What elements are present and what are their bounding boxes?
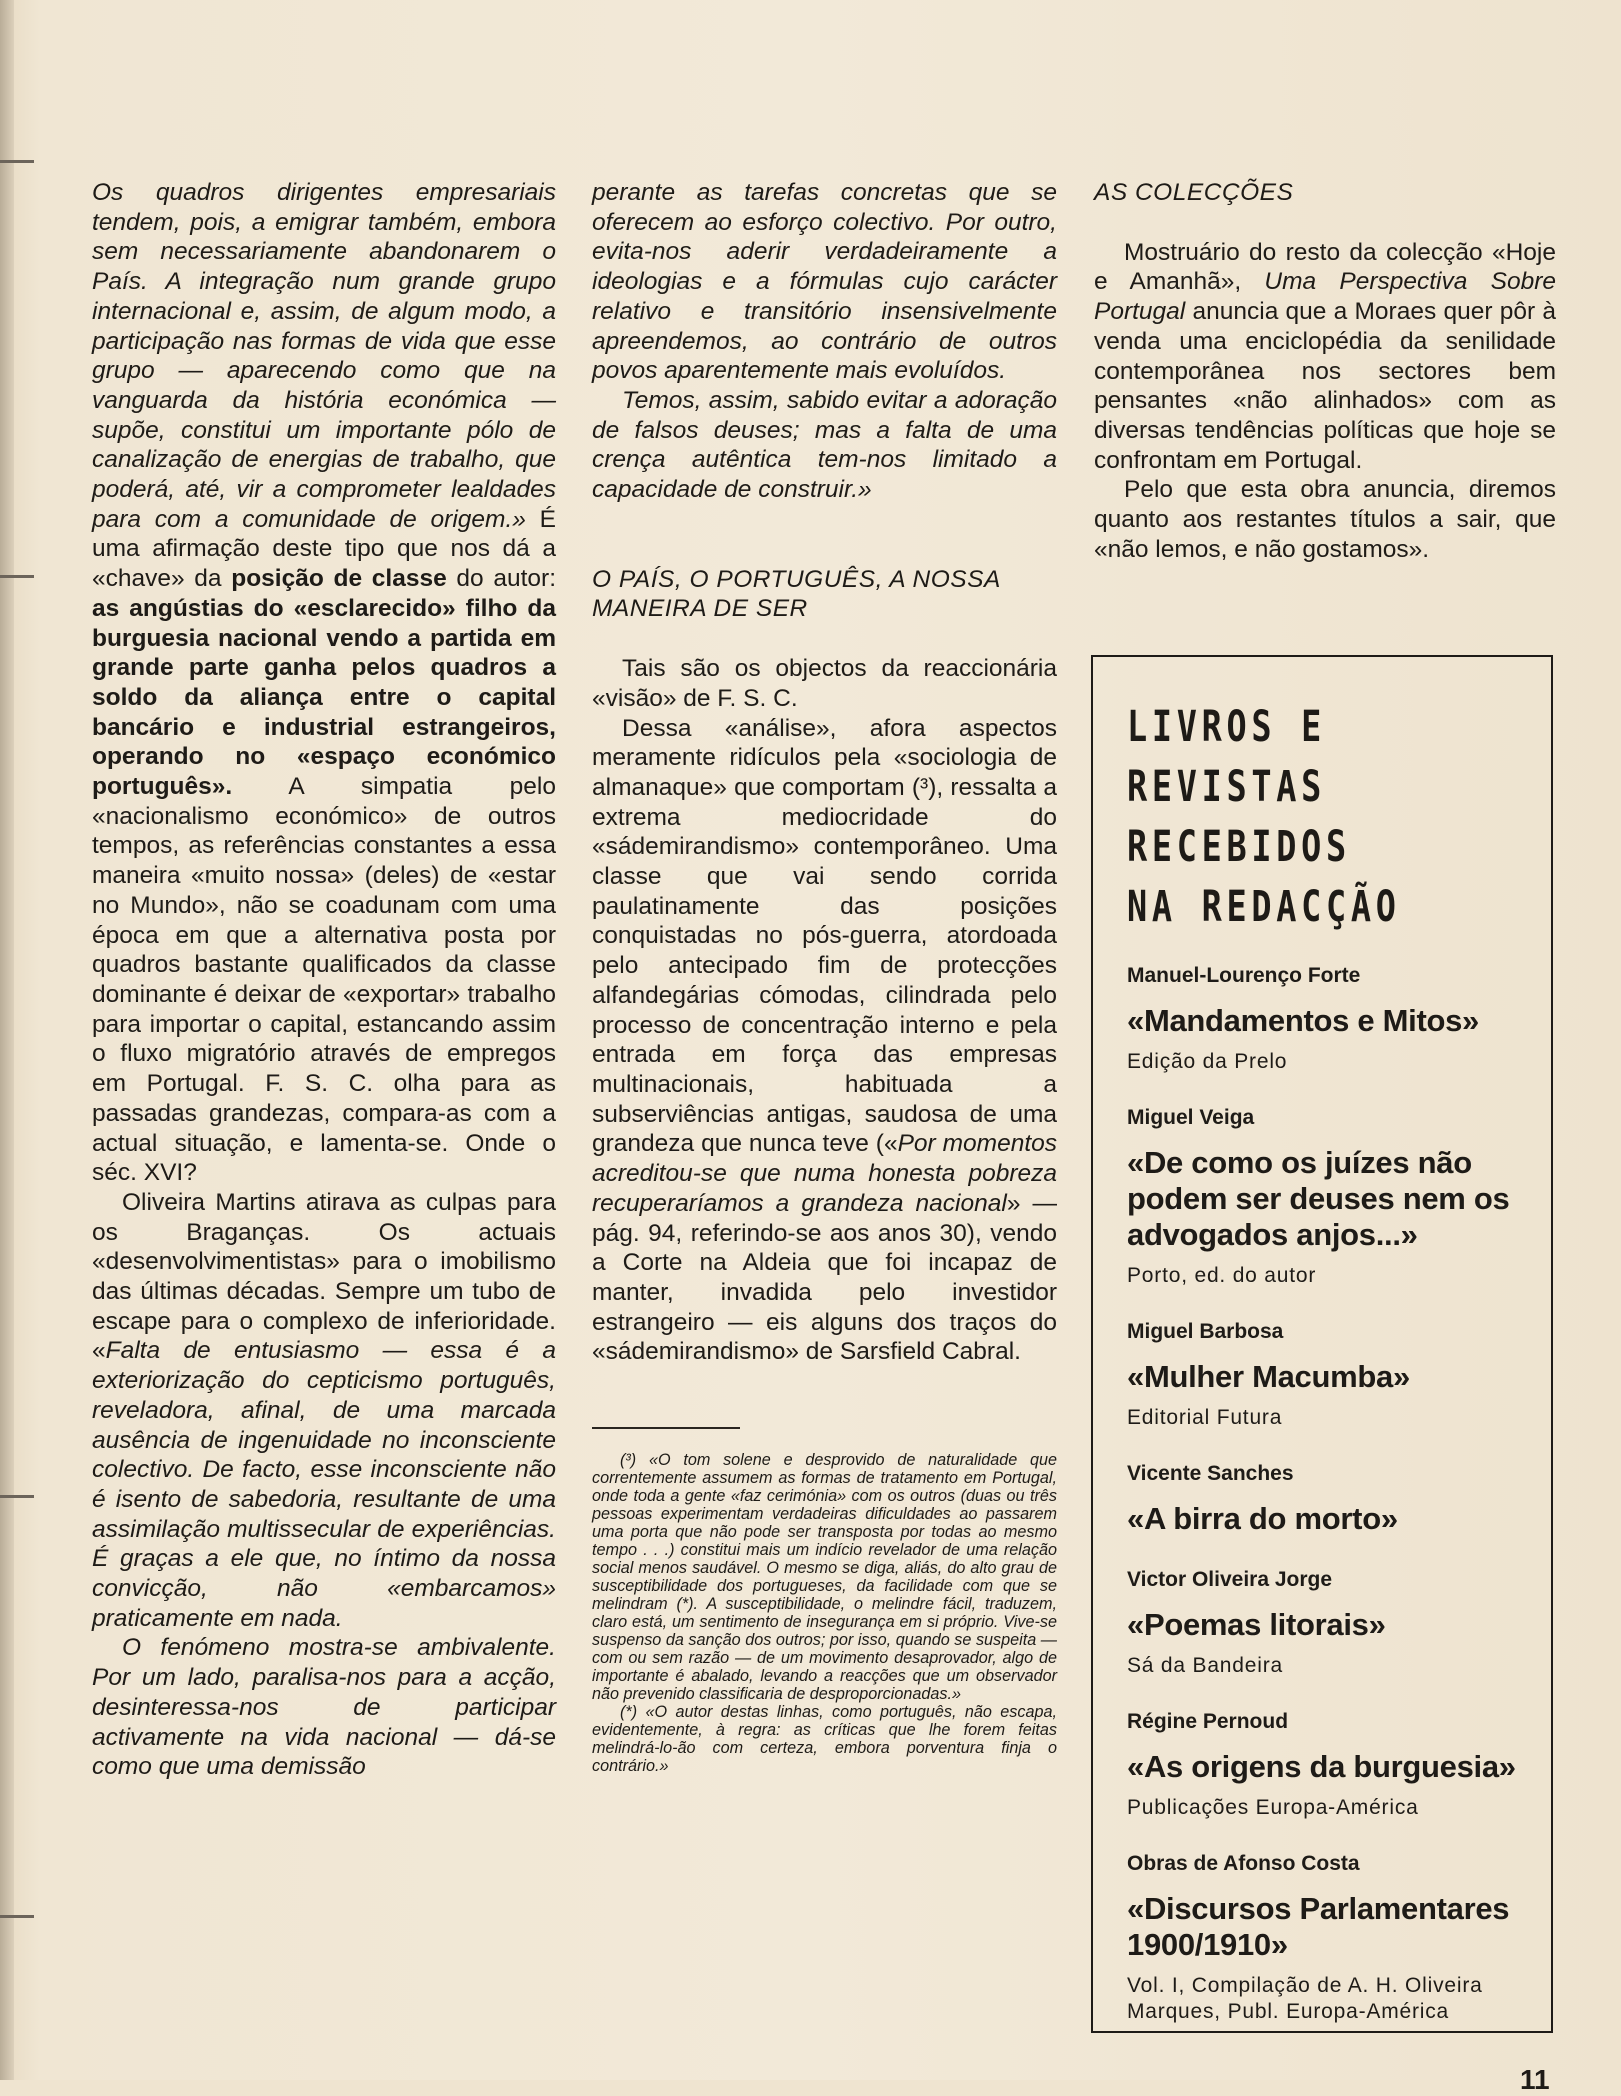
text-run: perante as tarefas concretas que se oferecem ao esforço colectivo. Por outro, evita-nos aderir verdadeiramente a ideologias e a fórmulas cujo carácter relativo e transitório insensivelmente apreendemos, ao contrário de outros povos aparentemente mais evoluídos.: [592, 179, 1057, 385]
book-entry: [1127, 1709, 1525, 1821]
text-run: A simpatia pelo «nacionalismo económico» de outros tempos, as referências constantes a essa maneira «muito nossa» (deles) de «estar no Mundo», não se coadunam com uma época em que a alternativa posta por quadros bastante qualificados da classe dominante é deixar de «exportar» trabalho para importar o capital, estancando assim o fluxo migratório através de empregos em Portugal. F. S. C. olha para as passadas grandezas, compara-as com a actual situação, e lamenta-se. Onde o séc. XVI?: [92, 773, 556, 1187]
text-run: Temos, assim, sabido evitar a adoração de falsos deuses; mas a falta de uma crença autêntica tem-nos limitado a capacidade de construir.»: [592, 386, 1057, 504]
book-author: Régine Pernoud: [1127, 1710, 1289, 1733]
text-run: » — pág. 94, referindo-se aos anos 30), vendo a Corte na Aldeia que foi incapaz de manter, invadida pelo investidor estrangeiro — eis alguns dos traços do «sádemirandismo» de Sarsfield Cabral.: [592, 1189, 1057, 1366]
footnote: (³) «O tom solene e desprovido de naturalidade que correntemente assumem as formas de tratamento em Portugal, onde toda a gente «faz cerimónia» com os outros (duas ou três pessoas experimentam verdadeiras dificuldades ao passarem uma porta que não pode ser transposta por todas ao mesmo tempo . . .) constitui mais um indício revelador de uma relação social menos saudável. O mesmo se diga, aliás, do alto grau de susceptibilidade dos portugueses, da facilidade com que se melindram (*). A susceptibilidade, o melindre fácil, traduzem, claro está, um sentimento de insegurança em si próprio. Vive-se suspenso da sanção dos outros; por isso, quando se suspeita — com ou sem razão — de um movimento desaprovador, algo de importante é abalado, levando a reacções que um observador não prevenido classificaria de desproporcionadas.»: [592, 1451, 1057, 1704]
paragraph: [1094, 475, 1556, 564]
book-author: Vicente Sanches: [1127, 1462, 1294, 1485]
book-author: Miguel Barbosa: [1127, 1320, 1284, 1343]
book-author: Victor Oliveira Jorge: [1127, 1568, 1333, 1591]
paragraph: [1094, 238, 1556, 476]
text-run: Tais são os objectos da reaccionária «visão» de F. S. C.: [592, 655, 1057, 712]
staple-mark: [0, 575, 34, 578]
paragraph: [592, 178, 1057, 386]
staple-mark: [0, 160, 34, 163]
text-run: Oliveira Martins atirava as culpas para os Braganças. Os actuais «desenvolvimentistas» para o imobilismo das últimas décadas. Sempre um tubo de escape para o complexo de inferioridade. «: [92, 1188, 556, 1365]
book-title: «De como os juízes não podem ser deuses nem os advogados anjos...»: [1127, 1145, 1510, 1252]
book-author: Miguel Veiga: [1127, 1106, 1255, 1129]
book-entry: [1127, 1567, 1525, 1679]
paragraph: [92, 1633, 556, 1782]
text-run: É uma afirmação deste tipo que nos dá a «chave» da: [92, 505, 556, 593]
column-right: [1094, 178, 1556, 564]
box-title-line: NA REDACÇÃO: [1127, 882, 1401, 932]
book-publisher: Sá da Bandeira: [1127, 1654, 1283, 1677]
page-binding: [0, 0, 14, 2080]
paragraph: [592, 714, 1057, 1367]
page-number: 11: [1520, 2064, 1550, 2095]
book-title: «As origens da burguesia»: [1127, 1749, 1516, 1784]
footnote: (*) «O autor destas linhas, como português, não escapa, evidentemente, à regra: as críticas que lhe forem feitas melindrá-lo-ão com certeza, embora porventura finja o contrário.»: [592, 1703, 1057, 1776]
text-run: Dessa «análise», afora aspectos meramente ridículos pela «sociologia de almanaque» que comportam (³), ressalta a extrema mediocridade do «sádemirandismo» contemporâneo. Uma classe que vai sendo corrida paulatinamente das posições conquistadas no pós-guerra, atordoada pelo antecipado fim de protecções alfandegárias cómodas, cilindrada pelo processo de concentração interno e pela entrada em força das empresas multinacionais, habituada a subserviências antigas, saudosa de uma grandeza que nunca teve («: [592, 714, 1057, 1158]
book-publisher: Porto, ed. do autor: [1127, 1264, 1317, 1287]
text-run: anuncia que a Moraes quer pôr à venda uma enciclopédia da senilidade contemporânea nos sectores bem pensantes «não alinhados» com as diversas tendências políticas que hoje se confrontam em Portugal.: [1094, 298, 1556, 474]
paragraph: [592, 654, 1057, 713]
book-title: «Poemas litorais»: [1127, 1607, 1386, 1642]
book-publisher: Edição da Prelo: [1127, 1050, 1288, 1073]
book-publisher: Vol. I, Compilação de A. H. Oliveira Marques, Publ. Europa-América: [1127, 1974, 1483, 2023]
column-middle: [592, 178, 1057, 1775]
paragraph: [92, 178, 556, 1188]
book-entry: [1127, 1319, 1525, 1431]
section-heading: AS COLECÇÕES: [1094, 179, 1294, 206]
book-entry: [1127, 1105, 1525, 1289]
staple-mark: [0, 1495, 34, 1498]
column-left: [92, 178, 556, 1782]
book-title: «Mandamentos e Mitos»: [1127, 1003, 1480, 1038]
text-run: as angústias do «esclarecido» filho da burguesia nacional vendo a partida em grande parte ganha pelos quadros a soldo da aliança entre o capital bancário e industrial estrangeiros, operando no «espaço económico português».: [92, 594, 556, 801]
text-run: posição de classe: [231, 565, 447, 593]
box-title: [1127, 697, 1533, 937]
book-publisher: Publicações Europa-América: [1127, 1796, 1419, 1819]
text-run: Os quadros dirigentes empresariais tendem, pois, a emigrar também, embora sem necessariamente abandonarem o País. A integração num grande grupo internacional e, assim, de algum modo, a participação nas formas de vida que esse grupo — aparecendo como que na vanguarda da história económica — supõe, constitui um importante pólo de canalização de energias de trabalho, que poderá, até, vir a comprometer lealdades para com a comunidade de origem.»: [92, 179, 556, 533]
text-run: Pelo que esta obra anuncia, diremos quanto aos restantes títulos a sair, que «não lemos, e não gostamos».: [1094, 476, 1556, 563]
book-entry: [1127, 1851, 1525, 2025]
text-run: Por momentos acreditou-se que numa honesta pobreza recuperaríamos a grandeza nacional: [592, 1130, 1058, 1217]
footnotes: [592, 1451, 1057, 1775]
received-books-box: [1091, 655, 1553, 2033]
paragraph: [592, 386, 1057, 505]
book-title: «Discursos Parlamentares 1900/1910»: [1127, 1891, 1510, 1962]
book-author: Manuel-Lourenço Forte: [1127, 964, 1361, 987]
box-title-line: RECEBIDOS: [1127, 822, 1351, 872]
section-heading: O PAÍS, O PORTUGUÊS, A NOSSA MANEIRA DE SER: [592, 565, 1000, 623]
book-author: Obras de Afonso Costa: [1127, 1852, 1360, 1875]
text-run: Falta de entusiasmo — essa é a exteriorização do cepticismo português, reveladora, afinal, de uma marcada ausência de ingenuidade no inconsciente colectivo. De facto, esse inconsciente não é isento de sabedoria, resultante de uma assimilação multissecular de experiências. É graças a ele que, no íntimo da nossa convicção, não «embarcamos» praticamente em nada.: [92, 1337, 556, 1632]
footnote-rule: [592, 1427, 740, 1429]
text-run: Uma Perspectiva Sobre Portugal: [1094, 268, 1556, 326]
box-title-line: LIVROS E REVISTAS: [1127, 702, 1326, 812]
text-run: do autor:: [446, 565, 556, 593]
book-entry: [1127, 963, 1525, 1075]
book-title: «Mulher Macumba»: [1127, 1359, 1410, 1394]
book-title: «A birra do morto»: [1127, 1501, 1398, 1536]
book-entry: [1127, 1461, 1525, 1537]
paragraph: [92, 1188, 556, 1634]
text-run: Mostruário do resto da colecção «Hoje e Amanhã»,: [1094, 238, 1556, 296]
book-publisher: Editorial Futura: [1127, 1406, 1283, 1429]
text-run: O fenómeno mostra-se ambivalente. Por um lado, paralisa-nos para a acção, desinteressa-nos de participar activamente na vida nacional — dá-se como que uma demissão: [92, 1634, 556, 1781]
staple-mark: [0, 1915, 34, 1918]
